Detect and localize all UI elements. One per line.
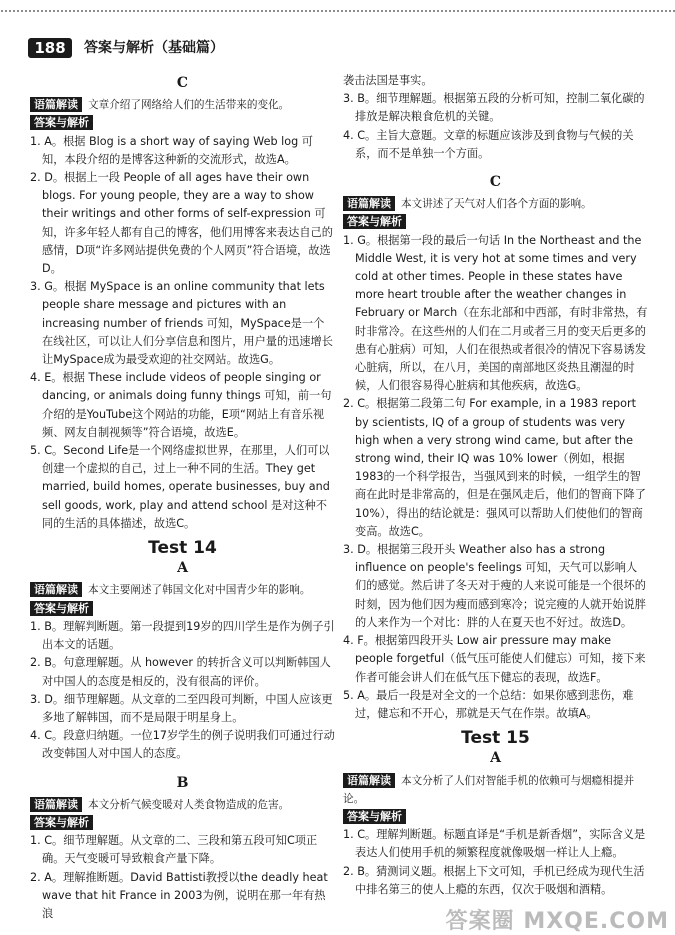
- answer-item: 3. G。根据 MySpace is an online community that lets people share message and pictures with an increasing number of friends 可知，MySpace是一个在线社区，可以让人们分享信息和图片，用户量的迅速增长让MySpace成为最受欢迎的社交网站。故选G。: [30, 280, 333, 367]
- answer-item: 4. E。根据 These include videos of people singing or dancing, or animals doing funny things 可知，前一句介绍的是YouTube这个网站的功能，E项“网站上有音乐视频、网友自制视频等”符合语境，故选E。: [30, 371, 332, 439]
- answer-item: 4. C。段意归纳题。一位17岁学生的例子说明我们可通过行动改变韩国人对中国人的态度。: [30, 729, 335, 761]
- reading-tag: 语篇解读: [30, 97, 82, 112]
- summary-text: 本文讲述了天气对人们各个方面的影响。: [401, 198, 592, 211]
- answer-item: 2. D。根据上一段 People of all ages have their own blogs. For young people, they are a way to show their writings and other forms of self-expression 可知，许多年轻人都有自己的博客，他们用博客来表达自己的感情，D项“许多网站提供免费的个人网页”符合语境，故选D。: [30, 171, 333, 276]
- reading-summary: [30, 796, 335, 814]
- answer-item: 2. A。理解推断题。David Battisti教授以the deadly heat wave that hit France in 2003为例，说明在那一年有热浪: [30, 870, 328, 920]
- section-heading-a: A: [490, 750, 501, 767]
- reading-summary: [30, 96, 335, 114]
- section-heading-a: A: [177, 560, 188, 577]
- running-title: 答案与解析（基础篇）: [84, 40, 224, 56]
- reading-tag: 语篇解读: [343, 773, 395, 788]
- answers-tag: 答案与解析: [30, 815, 93, 830]
- test-14-title: Test 14: [148, 538, 217, 559]
- answer-item: 2. B。句意理解题。从 however 的转折含义可以判断韩国人对中国人的态度是相反的，没有很高的评价。: [30, 656, 331, 688]
- page-header: [0, 0, 675, 60]
- summary-text: 本文分析气候变暖对人类食物造成的危害。: [88, 798, 290, 811]
- section-heading-b: B: [176, 774, 189, 791]
- section-heading-c: C: [176, 75, 189, 91]
- test-15-title: Test 15: [461, 728, 530, 749]
- watermark-logo: 答案圈 MXQE.COM: [445, 909, 669, 934]
- answer-item: 5. C。Second Life是一个网络虚拟世界，在那里，人们可以创建一个虚拟的自己，过上一种不同的生活。They get married, build homes, operate businesses, buy and sell goods, work, play and attend school 是对这种不同的生活的具体描述，故选C。: [30, 444, 330, 530]
- reading-tag: 语篇解读: [30, 797, 82, 812]
- answer-item: 1. C。理解判断题。标题直译是“手机是新香烟”，实际含义是表达人们使用手机的频繁程度就像吸烟一样让人上瘾。: [343, 828, 646, 860]
- answer-item: 1. B。理解判断题。第一段提到19岁的四川学生是作为例子引出本文的话题。: [30, 619, 335, 652]
- reading-summary: [30, 581, 335, 599]
- reading-summary: [343, 195, 648, 213]
- reading-summary: [343, 772, 648, 808]
- summary-text: 本文分析了人们对智能手机的依赖可与烟瘾相提并论。: [343, 774, 635, 805]
- answer-item: 2. B。猜测词义题。根据上下文可知，手机已经成为现代生活中排名第三的使人上瘾的东西，仅次于吸烟和酒精。: [343, 864, 645, 896]
- answer-item: 3. B。细节理解题。根据第五段的分析可知，控制二氧化碳的排放是解决粮食危机的关键。: [343, 92, 645, 124]
- answers-tag: 答案与解析: [30, 601, 93, 616]
- answer-item: 3. D。根据第三段开头 Weather also has a strong influence on people's feelings 可知，天气可以影响人们的感觉。然后讲了冬天对于瘦的人来说可能是一个很坏的时刻，因为他们因为瘦而感到寒冷；说完瘦的人就开始说胖的人来作为一个对比：胖的人在夏天也不好过。故选D。: [343, 543, 646, 629]
- answer-item: 5. A。最后一段是对全文的一个总结：如果你感到悲伤，难过，健忘和不开心，那就是天气在作崇。故填A。: [343, 688, 634, 720]
- summary-text: 文章介绍了网络给人们的生活带来的变化。: [88, 99, 290, 112]
- answer-item: 4. C。主旨大意题。文章的标题应该涉及到食物与气候的关系，而不是单独一个方面。: [343, 128, 634, 160]
- reading-tag: 语篇解读: [343, 196, 395, 211]
- section-heading-c: C: [489, 174, 502, 191]
- right-column: [343, 72, 648, 899]
- reading-tag: 语篇解读: [30, 582, 82, 597]
- answer-item: 3. D。细节理解题。从文章的二至四段可判断，中国人应该更多地了解韩国，而不是局限于明星身上。: [30, 692, 333, 724]
- answer-item: 2. C。根据第二段第二句 For example, in a 1983 report by scientists, IQ of a group of students was very high when a very strong wind came, but after the strong wind, their IQ was 10% lower（例如，根据1983的一个科学报告，当强风到来的时候，一组学生的智商在此时是非常高的，但是在强风走后，他们的智商下降了10%），得出的结论就是：强风可以帮助人们使他们的智商变高。故选C。: [343, 397, 646, 538]
- summary-text: 本文主要阐述了韩国文化对中国青少年的影响。: [88, 584, 311, 597]
- left-column: [30, 64, 335, 923]
- dotted-rule: [0, 10, 675, 12]
- answer-item: 4. F。根据第四段开头 Low air pressure may make people forgetful（低气压可能使人们健忘）可知，接下来作者可能会讲人们在低气压下健忘的表现，故选F。: [343, 634, 646, 684]
- answer-item: 1. G。根据第一段的最后一句话 In the Northeast and the Middle West, it is very hot at some times and very cold at other times. People in these states have more heart trouble after the weather changes in February or March（在东北部和中西部，有时非常热，有时非常冷。在这些州的人们在二月或者三月的变天后更多的患有心脏病）可知，人们在很热或者很冷的情况下容易诱发心脏病，所以，在八月，美国的南部地区炎热且潮湿的时候，人们很容易得心脏病和其他疾病，故选G。: [343, 233, 648, 393]
- answers-tag: 答案与解析: [343, 809, 406, 824]
- page-number: 188: [28, 38, 72, 58]
- answer-item: 1. C。细节理解题。从文章的二、三段和第五段可知C项正确。天气变暖可导致粮食产量下降。: [30, 834, 318, 866]
- continued-text: 袭击法国是事实。: [343, 74, 433, 87]
- answers-tag: 答案与解析: [343, 214, 406, 229]
- answers-tag: 答案与解析: [30, 115, 93, 130]
- answer-item: 1. A。根据 Blog is a short way of saying Web log 可知，本段介绍的是博客这种新的交流形式，故选A。: [30, 134, 313, 166]
